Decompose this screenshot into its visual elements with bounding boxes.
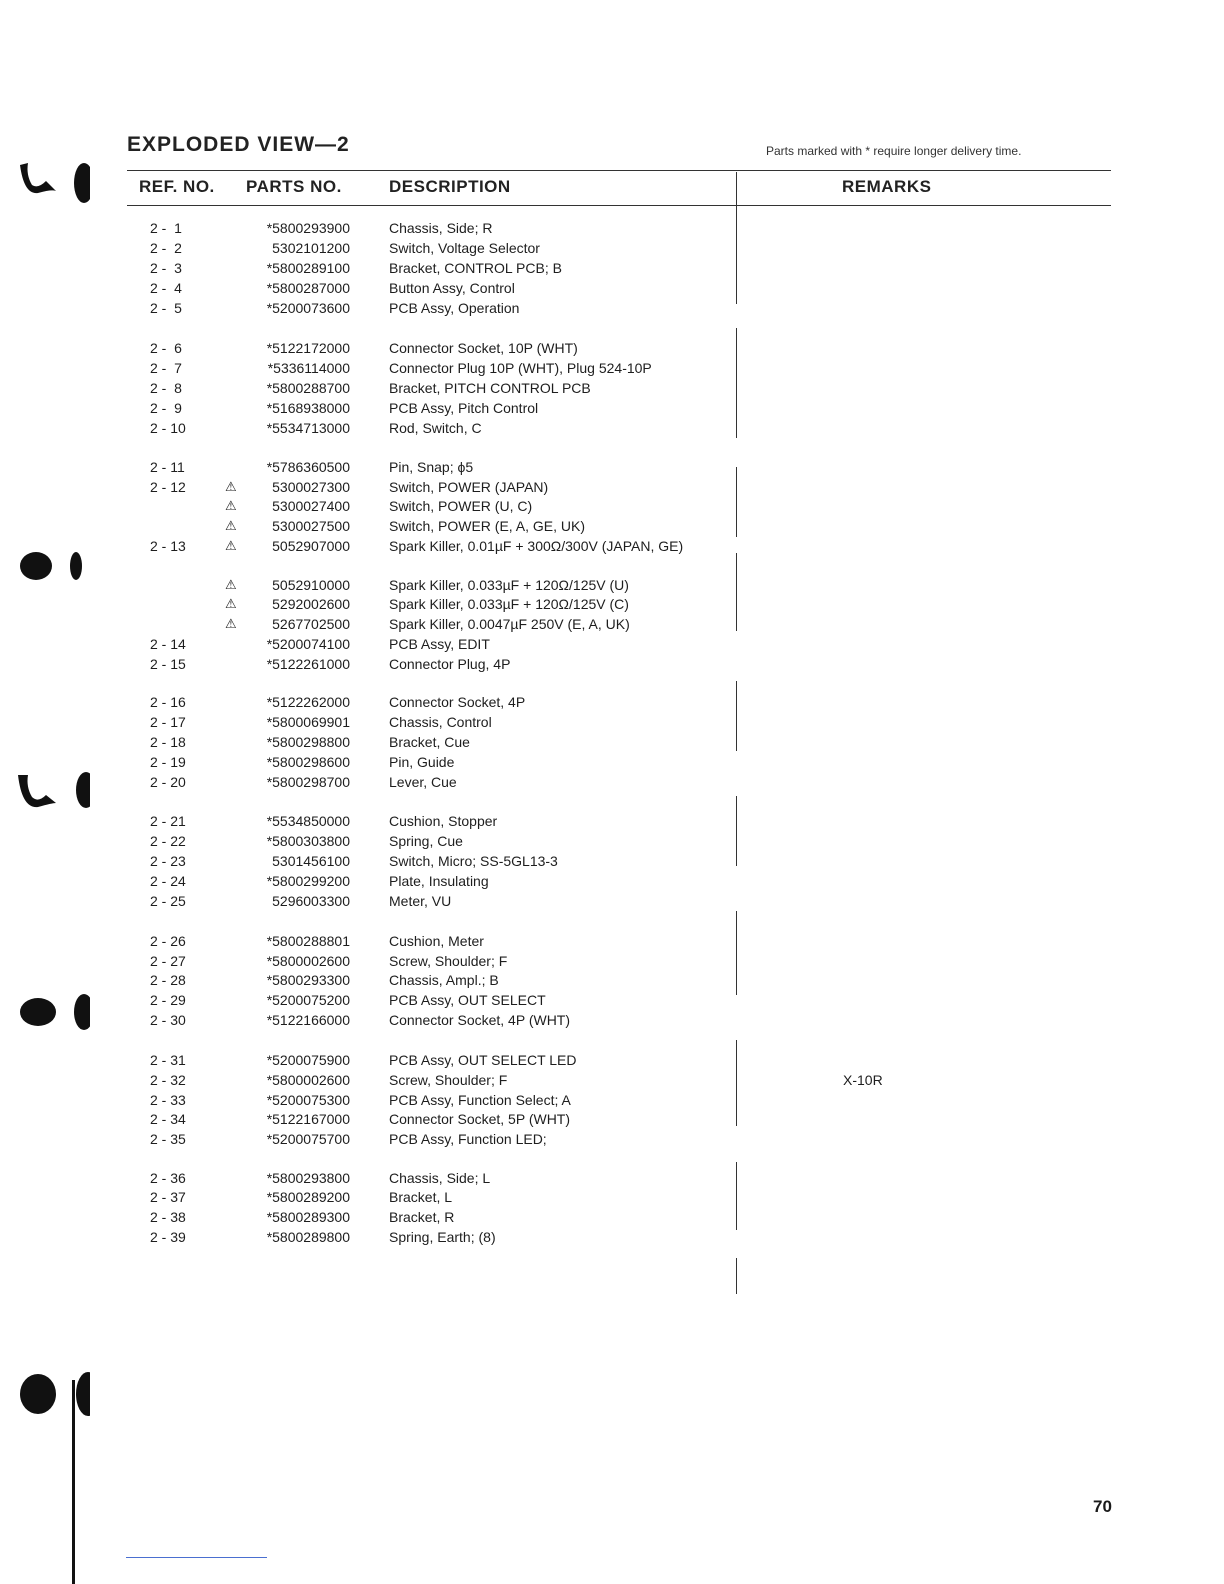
part-number-cell: 5052910000: [272, 577, 350, 593]
description-cell: Spark Killer, 0.0047µF 250V (E, A, UK): [389, 616, 630, 632]
ref-no-cell: 2 - 7: [150, 360, 182, 376]
part-number-cell: *5122166000: [266, 1012, 350, 1028]
description-cell: Spring, Earth; (8): [389, 1229, 496, 1245]
table-row: [0, 732, 1224, 752]
table-row: [0, 1227, 1224, 1247]
description-cell: Pin, Guide: [389, 754, 455, 770]
table-row: [0, 772, 1224, 792]
part-number-cell: *5800069901: [266, 714, 350, 730]
description-cell: Connector Plug 10P (WHT), Plug 524-10P: [389, 360, 652, 376]
ref-no-cell: 2 - 39: [150, 1229, 186, 1245]
safety-warning-icon: ⚠: [225, 577, 237, 592]
delivery-note: Parts marked with * require longer delivery time.: [766, 144, 1022, 158]
table-row: [0, 1090, 1224, 1110]
table-row: [0, 891, 1224, 911]
part-number-cell: *5800298700: [266, 774, 350, 790]
ref-no-cell: 2 - 19: [150, 754, 186, 770]
ref-no-cell: 2 - 9: [150, 400, 182, 416]
table-row: [0, 1070, 1224, 1090]
part-number-cell: *5122167000: [266, 1111, 350, 1127]
table-row: [0, 712, 1224, 732]
remarks-cell: X-10R: [843, 1072, 883, 1088]
part-number-cell: 5300027300: [272, 479, 350, 495]
part-number-cell: *5786360500: [266, 459, 350, 475]
ref-no-cell: 2 - 18: [150, 734, 186, 750]
table-row: [0, 752, 1224, 772]
ref-no-cell: 2 - 11: [150, 459, 185, 475]
ref-no-cell: 2 - 21: [150, 813, 186, 829]
description-cell: Spark Killer, 0.033µF + 120Ω/125V (U): [389, 577, 629, 593]
description-cell: Cushion, Meter: [389, 933, 484, 949]
table-row: [0, 398, 1224, 418]
page-number: 70: [1093, 1497, 1112, 1516]
description-cell: PCB Assy, Function Select; A: [389, 1092, 571, 1108]
ref-no-cell: 2 - 6: [150, 340, 182, 356]
part-number-cell: *5800287000: [266, 280, 350, 296]
description-cell: Switch, Voltage Selector: [389, 240, 540, 256]
table-row: [0, 536, 1224, 556]
part-number-cell: *5800298600: [266, 754, 350, 770]
ref-no-cell: 2 - 35: [150, 1131, 186, 1147]
remarks-divider: [736, 1258, 737, 1294]
ref-no-cell: 2 - 31: [150, 1052, 186, 1068]
table-row: [0, 614, 1224, 634]
page-title: EXPLODED VIEW—2: [127, 133, 350, 156]
description-cell: Spark Killer, 0.033µF + 120Ω/125V (C): [389, 596, 629, 612]
ref-no-cell: 2 - 32: [150, 1072, 186, 1088]
table-row: [0, 358, 1224, 378]
table-row: [0, 278, 1224, 298]
description-cell: PCB Assy, Operation: [389, 300, 520, 316]
part-number-cell: *5800293300: [266, 972, 350, 988]
description-cell: Switch, POWER (U, C): [389, 498, 533, 514]
binder-hole-mark: [74, 163, 90, 203]
description-cell: Plate, Insulating: [389, 873, 489, 889]
description-cell: Chassis, Ampl.; B: [389, 972, 499, 988]
table-row: [0, 811, 1224, 831]
table-row: [0, 258, 1224, 278]
description-cell: Spark Killer, 0.01µF + 300Ω/300V (JAPAN, GE): [389, 538, 684, 554]
description-cell: Screw, Shoulder; F: [389, 1072, 508, 1088]
ref-no-cell: 2 - 28: [150, 972, 186, 988]
part-number-cell: 5292002600: [272, 596, 350, 612]
ref-no-cell: 2 - 5: [150, 300, 182, 316]
part-number-cell: *5200075700: [266, 1131, 350, 1147]
ref-no-cell: 2 - 22: [150, 833, 186, 849]
description-cell: Switch, POWER (E, A, GE, UK): [389, 518, 586, 534]
part-number-cell: 5267702500: [272, 616, 350, 632]
ref-no-cell: 2 - 10: [150, 420, 186, 436]
ref-no-cell: 2 - 8: [150, 380, 182, 396]
part-number-cell: *5800288700: [266, 380, 350, 396]
description-cell: Cushion, Stopper: [389, 813, 498, 829]
binder-edge-line: [72, 1380, 75, 1584]
ref-no-cell: 2 - 23: [150, 853, 186, 869]
safety-warning-icon: ⚠: [225, 518, 237, 533]
description-cell: Button Assy, Control: [389, 280, 515, 296]
part-number-cell: *5534713000: [266, 420, 350, 436]
description-cell: Chassis, Side; L: [389, 1170, 491, 1186]
safety-warning-icon: ⚠: [225, 596, 237, 611]
header-bottom-rule: [127, 205, 1111, 206]
description-cell: Bracket, CONTROL PCB; B: [389, 260, 562, 276]
table-row: [0, 654, 1224, 674]
table-row: [0, 1010, 1224, 1030]
table-row: [0, 457, 1224, 477]
description-cell: Connector Socket, 10P (WHT): [389, 340, 578, 356]
description-cell: Rod, Switch, C: [389, 420, 482, 436]
description-cell: Chassis, Control: [389, 714, 492, 730]
description-cell: Spring, Cue: [389, 833, 463, 849]
part-number-cell: *5800002600: [266, 953, 350, 969]
ref-no-cell: 2 - 26: [150, 933, 186, 949]
ref-no-cell: 2 - 17: [150, 714, 186, 730]
part-number-cell: *5800289300: [266, 1209, 350, 1225]
part-number-cell: 5301456100: [272, 853, 350, 869]
part-number-cell: *5800002600: [266, 1072, 350, 1088]
binder-hole-mark: [76, 1372, 90, 1416]
table-row: [0, 634, 1224, 654]
ref-no-cell: 2 - 3: [150, 260, 182, 276]
safety-warning-icon: ⚠: [225, 498, 237, 513]
description-cell: Lever, Cue: [389, 774, 457, 790]
description-cell: Pin, Snap; ϕ5: [389, 459, 474, 475]
safety-warning-icon: ⚠: [225, 538, 237, 553]
safety-warning-icon: ⚠: [225, 616, 237, 631]
table-row: [0, 575, 1224, 595]
description-cell: Switch, POWER (JAPAN): [389, 479, 549, 495]
part-number-cell: *5200075300: [266, 1092, 350, 1108]
table-row: [0, 970, 1224, 990]
description-cell: Connector Socket, 5P (WHT): [389, 1111, 571, 1127]
part-number-cell: *5800303800: [266, 833, 350, 849]
description-cell: Chassis, Side; R: [389, 220, 493, 236]
table-row: [0, 378, 1224, 398]
table-row: [0, 1109, 1224, 1129]
part-number-cell: *5534850000: [266, 813, 350, 829]
ref-no-cell: 2 - 2: [150, 240, 182, 256]
part-number-cell: *5800293800: [266, 1170, 350, 1186]
ref-no-cell: 2 - 36: [150, 1170, 186, 1186]
part-number-cell: *5200075200: [266, 992, 350, 1008]
description-cell: Bracket, L: [389, 1189, 453, 1205]
table-row: [0, 990, 1224, 1010]
description-cell: Connector Socket, 4P (WHT): [389, 1012, 571, 1028]
part-number-cell: *5336114000: [267, 360, 350, 376]
part-number-cell: *5200074100: [266, 636, 350, 652]
ref-no-cell: 2 - 29: [150, 992, 186, 1008]
part-number-cell: *5800289800: [266, 1229, 350, 1245]
part-number-cell: 5300027400: [272, 498, 350, 514]
table-row: [0, 218, 1224, 238]
description-cell: Bracket, R: [389, 1209, 455, 1225]
part-number-cell: *5800289200: [266, 1189, 350, 1205]
binder-hole-mark: [20, 1374, 56, 1414]
table-row: [0, 418, 1224, 438]
table-row: [0, 871, 1224, 891]
part-number-cell: *5800289100: [266, 260, 350, 276]
table-row: [0, 931, 1224, 951]
table-row: [0, 1129, 1224, 1149]
table-row: [0, 1168, 1224, 1188]
description-cell: Bracket, Cue: [389, 734, 470, 750]
table-row: [0, 298, 1224, 318]
ref-no-cell: 2 - 20: [150, 774, 186, 790]
part-number-cell: *5200075900: [266, 1052, 350, 1068]
part-number-cell: *5800293900: [266, 220, 350, 236]
table-row: [0, 1207, 1224, 1227]
part-number-cell: 5052907000: [272, 538, 350, 554]
ref-no-cell: 2 - 24: [150, 873, 186, 889]
ref-no-cell: 2 - 30: [150, 1012, 186, 1028]
ref-no-cell: 2 - 34: [150, 1111, 186, 1127]
table-row: [0, 1187, 1224, 1207]
footer-rule: [126, 1557, 267, 1558]
table-row: [0, 692, 1224, 712]
ref-no-cell: 2 - 1: [150, 220, 182, 236]
part-number-cell: 5302101200: [272, 240, 350, 256]
description-cell: Switch, Micro; SS-5GL13-3: [389, 853, 558, 869]
description-cell: PCB Assy, OUT SELECT LED: [389, 1052, 577, 1068]
column-header-parts-no: PARTS NO.: [246, 177, 342, 196]
table-row: [0, 516, 1224, 536]
ref-no-cell: 2 - 16: [150, 694, 186, 710]
part-number-cell: *5200073600: [266, 300, 350, 316]
part-number-cell: 5296003300: [272, 893, 350, 909]
binder-hole-mark: [20, 163, 56, 193]
description-cell: Connector Plug, 4P: [389, 656, 511, 672]
ref-no-cell: 2 - 27: [150, 953, 186, 969]
ref-no-cell: 2 - 38: [150, 1209, 186, 1225]
table-row: [0, 594, 1224, 614]
ref-no-cell: 2 - 25: [150, 893, 186, 909]
ref-no-cell: 2 - 12: [150, 479, 186, 495]
part-number-cell: *5168938000: [266, 400, 350, 416]
table-row: [0, 851, 1224, 871]
ref-no-cell: 2 - 15: [150, 656, 186, 672]
column-header-remarks: REMARKS: [842, 177, 932, 196]
part-number-cell: *5122262000: [266, 694, 350, 710]
description-cell: PCB Assy, OUT SELECT: [389, 992, 546, 1008]
description-cell: Connector Socket, 4P: [389, 694, 526, 710]
column-header-ref-no: REF. NO.: [139, 177, 215, 196]
part-number-cell: *5800299200: [266, 873, 350, 889]
table-row: [0, 338, 1224, 358]
column-header-description: DESCRIPTION: [389, 177, 511, 196]
part-number-cell: *5800298800: [266, 734, 350, 750]
description-cell: Screw, Shoulder; F: [389, 953, 508, 969]
ref-no-cell: 2 - 33: [150, 1092, 186, 1108]
header-top-rule: [127, 170, 1111, 171]
safety-warning-icon: ⚠: [225, 479, 237, 494]
ref-no-cell: 2 - 4: [150, 280, 182, 296]
ref-no-cell: 2 - 14: [150, 636, 186, 652]
part-number-cell: *5122261000: [266, 656, 350, 672]
description-cell: Bracket, PITCH CONTROL PCB: [389, 380, 591, 396]
table-row: [0, 831, 1224, 851]
description-cell: Meter, VU: [389, 893, 452, 909]
description-cell: PCB Assy, EDIT: [389, 636, 490, 652]
part-number-cell: *5800288801: [266, 933, 350, 949]
part-number-cell: 5300027500: [272, 518, 350, 534]
table-row: [0, 951, 1224, 971]
table-row: [0, 496, 1224, 516]
description-cell: PCB Assy, Function LED;: [389, 1131, 547, 1147]
description-cell: PCB Assy, Pitch Control: [389, 400, 539, 416]
table-row: [0, 1050, 1224, 1070]
table-row: [0, 477, 1224, 497]
table-row: [0, 238, 1224, 258]
part-number-cell: *5122172000: [266, 340, 350, 356]
ref-no-cell: 2 - 13: [150, 538, 186, 554]
ref-no-cell: 2 - 37: [150, 1189, 186, 1205]
